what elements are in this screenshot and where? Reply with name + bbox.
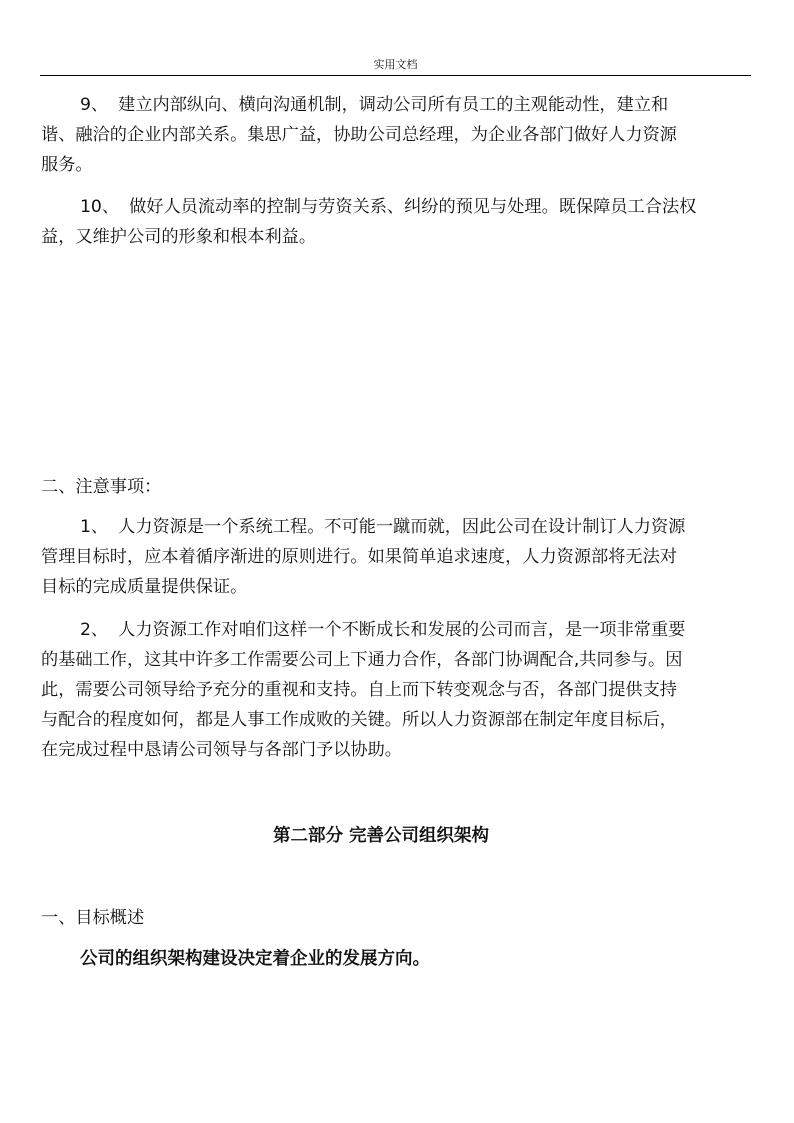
list-item-line: 益，又维护公司的形象和根本利益。 <box>41 227 317 247</box>
list-item-text: 建立内部纵向、横向沟通机制，调动公司所有员工的主观能动性，建立和 <box>118 95 669 115</box>
list-item-line: 服务。 <box>41 155 93 175</box>
note-line <box>41 615 741 645</box>
list-item-9 <box>41 90 741 180</box>
note-line: 此，需要公司领导给予充分的重视和支持。自上而下转变观念与否，各部门提供支持 <box>41 680 677 700</box>
note-item-1 <box>41 512 741 602</box>
section-heading-overview: 一、目标概述 <box>41 908 145 928</box>
note-text: 人力资源工作对咱们这样一个不断成长和发展的公司而言，是一项非常重要 <box>118 620 686 640</box>
note-text: 人力资源是一个系统工程。不可能一蹴而就，因此公司在设计制订人力资源 <box>118 517 686 537</box>
note-line: 目标的完成质量提供保证。 <box>41 577 248 597</box>
part-title: 第二部分 完善公司组织架构 <box>272 826 490 846</box>
overview-statement <box>41 944 741 974</box>
list-item-10 <box>41 192 741 252</box>
list-item-line: 谐、融洽的企业内部关系。集思广益，协助公司总经理，为企业各部门做好人力资源 <box>41 125 677 145</box>
note-line: 与配合的程度如何，都是人事工作成败的关键。所以人力资源部在制定年度目标后， <box>41 710 677 730</box>
list-item-text: 做好人员流动率的控制与劳资关系、纠纷的预见与处理。既保障员工合法权 <box>129 197 697 217</box>
note-line: 在完成过程中恳请公司领导与各部门予以协助。 <box>41 740 402 760</box>
section-heading-notes: 二、注意事项： <box>41 477 162 497</box>
note-line: 的基础工作，这其中许多工作需要公司上下通力合作，各部门协调配合,共同参与。因 <box>41 650 683 670</box>
list-item-number: 10、 <box>80 197 120 217</box>
page-header: 实用文档 <box>373 58 418 71</box>
note-number: 2、 <box>80 620 109 640</box>
list-item-line <box>41 90 741 120</box>
list-item-line <box>41 192 741 222</box>
overview-statement-text: 公司的组织架构建设决定着企业的发展方向。 <box>80 949 430 969</box>
list-item-number: 9、 <box>80 95 109 115</box>
note-item-2 <box>41 615 741 765</box>
note-line: 管理目标时，应本着循序渐进的原则进行。如果简单追求速度，人力资源部将无法对 <box>41 547 677 567</box>
note-line <box>41 512 741 542</box>
header-divider <box>40 75 751 76</box>
note-number: 1、 <box>80 517 109 537</box>
